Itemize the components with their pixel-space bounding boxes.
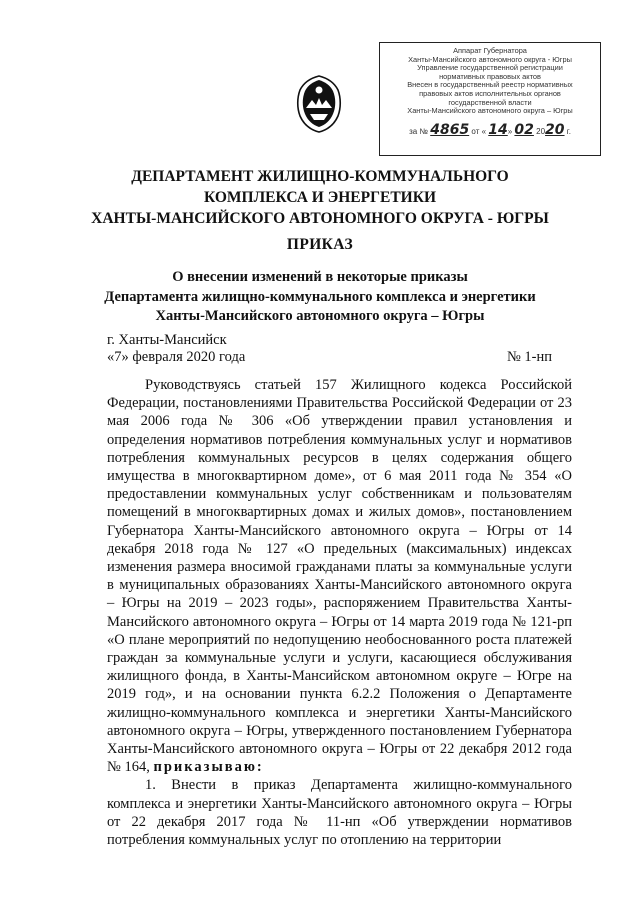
order-body [107, 376, 572, 849]
stamp-reg-number: 4865 [430, 122, 470, 138]
document-number: № 1-нп [506, 349, 552, 365]
stamp-line: нормативных правовых актов [439, 71, 541, 81]
order-subject [0, 268, 640, 327]
document-title: ПРИКАЗ [286, 236, 354, 253]
body-paragraph: 1. Внести в приказ Департамента жилищно-коммунального комплекса и энергетики Ханты-Мансийского автономного округа – Югры от 22 декабря 2017 года № 11-нп «Об утверждении нормативов потребления коммунальных услуг по отоплению на территории [107, 777, 572, 849]
stamp-reg-suffix: г. [566, 127, 571, 136]
preamble-text: Руководствуясь статьей 157 Жилищного кодекса Российской Федерации, постановлениями Правительства Российской Федерации от 23 мая 2006 года № 306 «Об утверждении правил установления и определения нормативов потребления коммунальных услуг и нормативов потребления коммунальных ресурсов в целях содержания общего имущества в многоквартирном доме», от 6 мая 2011 года № 354 «О предоставлении коммунальных услуг собственникам и пользователям помещений в многоквартирных домах и жилых домов», постановлением Губернатора Ханты-Мансийского автономного округа – Югры от 14 декабря 2018 года № 127 «О предельных (максимальных) индексах изменения размера вносимой гражданами платы за коммунальные услуги в муниципальных образованиях Ханты-Мансийского автономного округа – Югры на 2019 – 2023 годы», распоряжением Правительства Ханты-Мансийского автономного округа – Югры от 14 марта 2019 года № 121-рп «О плане мероприятий по недопущению необоснованного роста платежей граждан за коммунальные услуги и услуги, касающиеся обслуживания жилищного фонда, в Ханты-Мансийском автономном округе – Югре на 2019 год», и на основании пункта 6.2.2 Положения о Департаменте жилищно-коммунального комплекса и энергетики Ханты-Мансийского автономного округа – Югры, утвержденного постановлением Губернатора Ханты-Мансийского автономного округа – Югры от 22 декабря 2012 года № 164, [107, 377, 572, 776]
department-heading [0, 166, 640, 229]
stamp-reg-year-prefix: 20 [536, 127, 546, 136]
coat-of-arms-emblem [294, 74, 344, 134]
department-heading-line: ХАНТЫ-МАНСИЙСКОГО АВТОНОМНОГО ОКРУГА - ЮГРЫ [91, 210, 549, 227]
stamp-reg-day: 14 [488, 122, 508, 138]
stamp-line: Управление государственной регистрации [417, 63, 563, 73]
stamp-line: государственной власти [448, 97, 532, 107]
department-heading-line: ДЕПАРТАМЕНТ ЖИЛИЩНО-КОММУНАЛЬНОГО [131, 168, 509, 185]
document-date: «7» февраля 2020 года [107, 349, 246, 365]
stamp-line: Аппарат Губернатора [453, 46, 527, 55]
order-subject-line: Департамента жилищно-коммунального комплекса и энергетики [104, 288, 536, 305]
stamp-reg-prefix: за № [409, 127, 428, 136]
stamp-registration-line: за № 4865 от « 14» 02 2020 г. [409, 122, 571, 138]
stamp-reg-from: от « [471, 127, 487, 136]
order-subject-line: О внесении изменений в некоторые приказы [172, 269, 468, 285]
stamp-line: Ханты-Мансийского автономного округа – Югры [407, 106, 573, 116]
stamp-reg-month: 02 [514, 122, 534, 138]
body-paragraph [107, 376, 572, 776]
document-place: г. Ханты-Мансийск [107, 332, 227, 348]
stamp-line: Внесен в государственный реестр нормативных [407, 80, 573, 90]
department-heading-line: КОМПЛЕКСА И ЭНЕРГЕТИКИ [203, 189, 437, 206]
decree-word: приказываю: [153, 759, 264, 776]
registration-stamp [379, 42, 601, 156]
stamp-line: правовых актов исполнительных органов [419, 88, 561, 98]
stamp-line: Ханты-Мансийского автономного округа - Югры [408, 54, 572, 64]
stamp-reg-year: 20 [545, 122, 565, 138]
order-subject-line: Ханты-Мансийского автономного округа – Югры [155, 308, 485, 324]
